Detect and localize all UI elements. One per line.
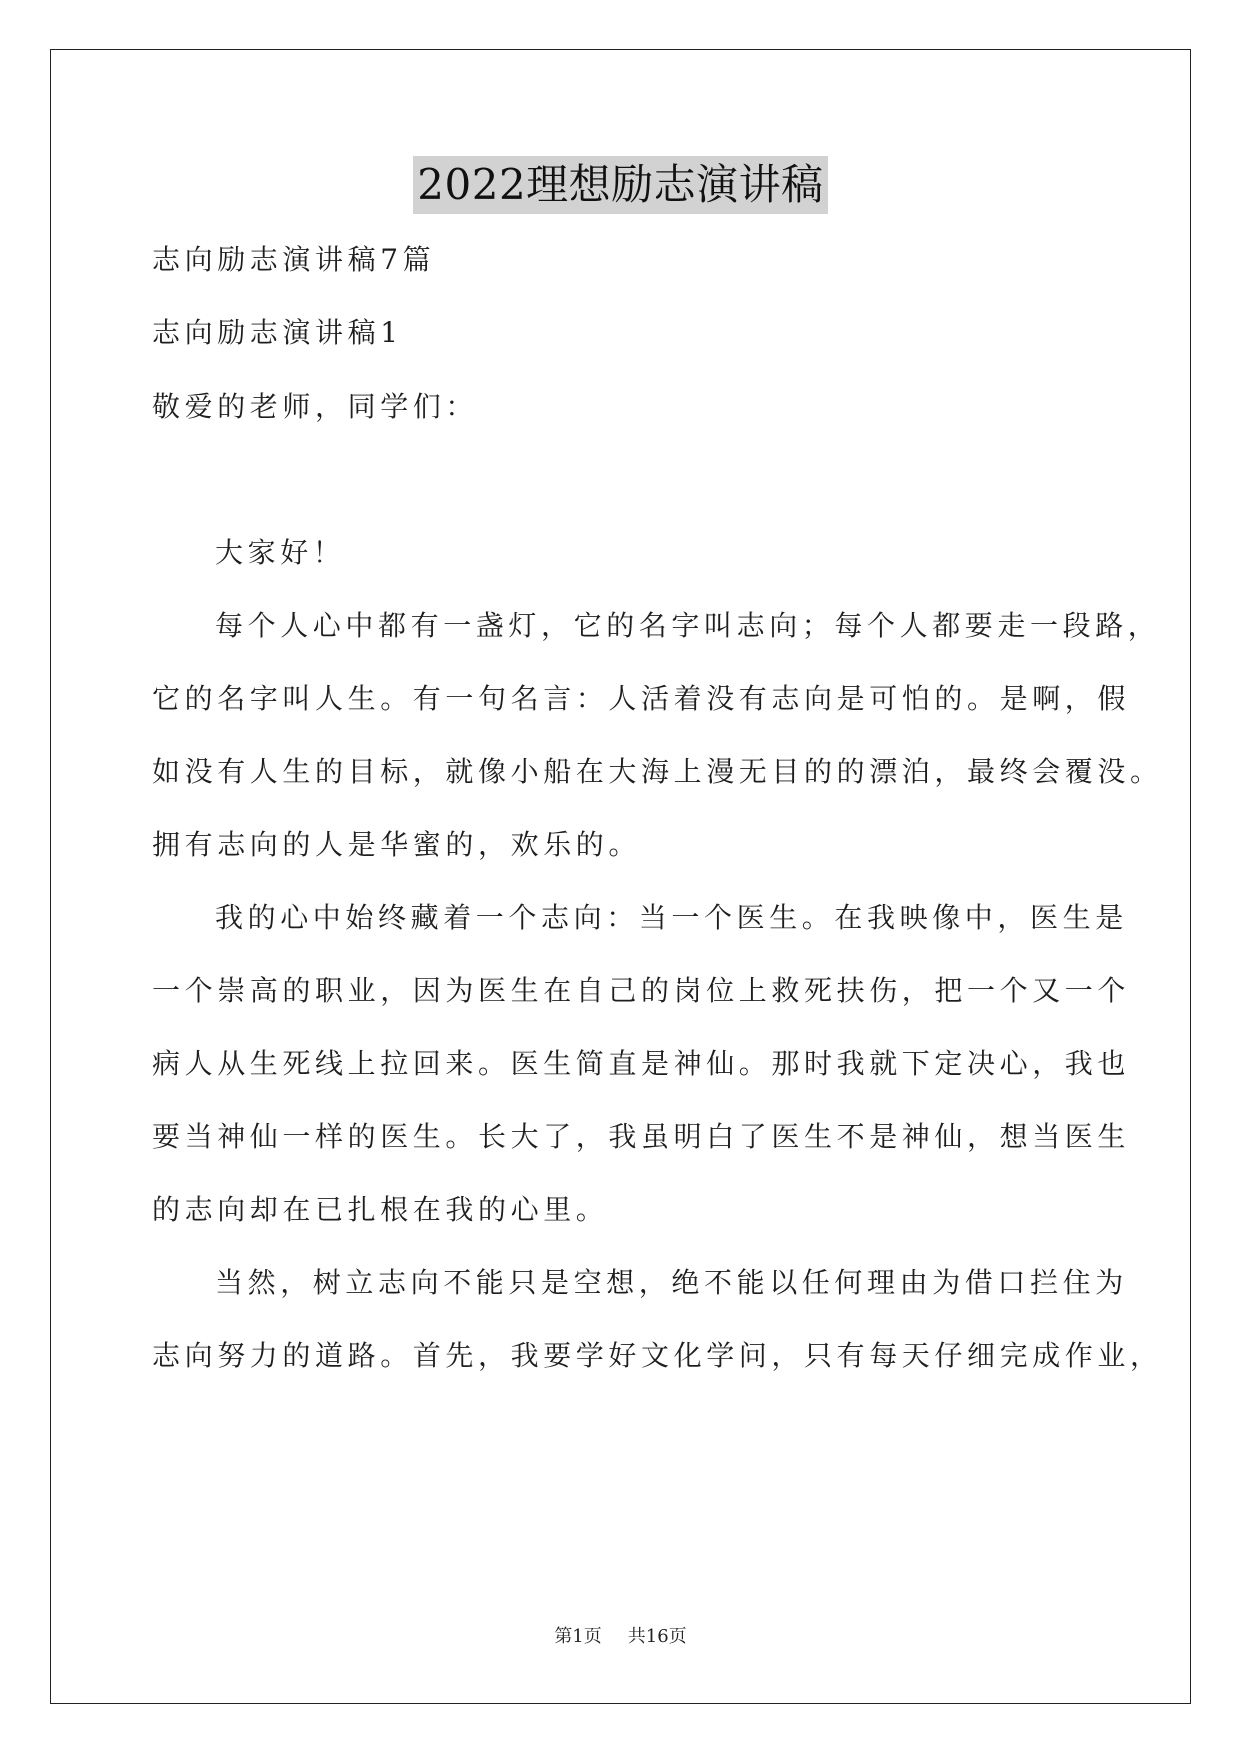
- page-number: 第1页: [554, 1626, 602, 1647]
- greeting: 大家好！: [215, 536, 346, 569]
- section-heading: 志向励志演讲稿1: [152, 316, 403, 349]
- page-footer: [0, 1625, 1241, 1649]
- paragraph-line: 的志向却在已扎根在我的心里。: [152, 1193, 609, 1226]
- paragraph-line: 病人从生死线上拉回来。医生简直是神仙。那时我就下定决心，我也: [152, 1047, 1131, 1080]
- document-title: 2022理想励志演讲稿: [413, 156, 827, 214]
- paragraph-line: 它的名字叫人生。有一句名言：人活着没有志向是可怕的。是啊，假: [152, 682, 1131, 715]
- paragraph-line: 每个人心中都有一盏灯，它的名字叫志向；每个人都要走一段路，: [215, 609, 1161, 642]
- paragraph-line: 志向努力的道路。首先，我要学好文化学问，只有每天仔细完成作业，: [152, 1339, 1163, 1372]
- paragraph-line: 如没有人生的目标，就像小船在大海上漫无目的的漂泊，最终会覆没。: [152, 755, 1163, 788]
- salutation: 敬爱的老师，同学们：: [152, 390, 479, 423]
- paragraph-line: 拥有志向的人是华蜜的，欢乐的。: [152, 828, 642, 861]
- subtitle-line: 志向励志演讲稿7篇: [152, 243, 436, 276]
- paragraph-line: 要当神仙一样的医生。长大了，我虽明白了医生不是神仙，想当医生: [152, 1120, 1131, 1153]
- page-border: [50, 49, 1191, 1704]
- paragraph-line: 当然，树立志向不能只是空想，绝不能以任何理由为借口拦住为: [215, 1266, 1128, 1299]
- paragraph-line: 一个崇高的职业，因为医生在自己的岗位上救死扶伤，把一个又一个: [152, 974, 1131, 1007]
- title-container: [0, 156, 1241, 214]
- paragraph-line: 我的心中始终藏着一个志向：当一个医生。在我映像中，医生是: [215, 901, 1128, 934]
- page-total: 共16页: [627, 1626, 687, 1647]
